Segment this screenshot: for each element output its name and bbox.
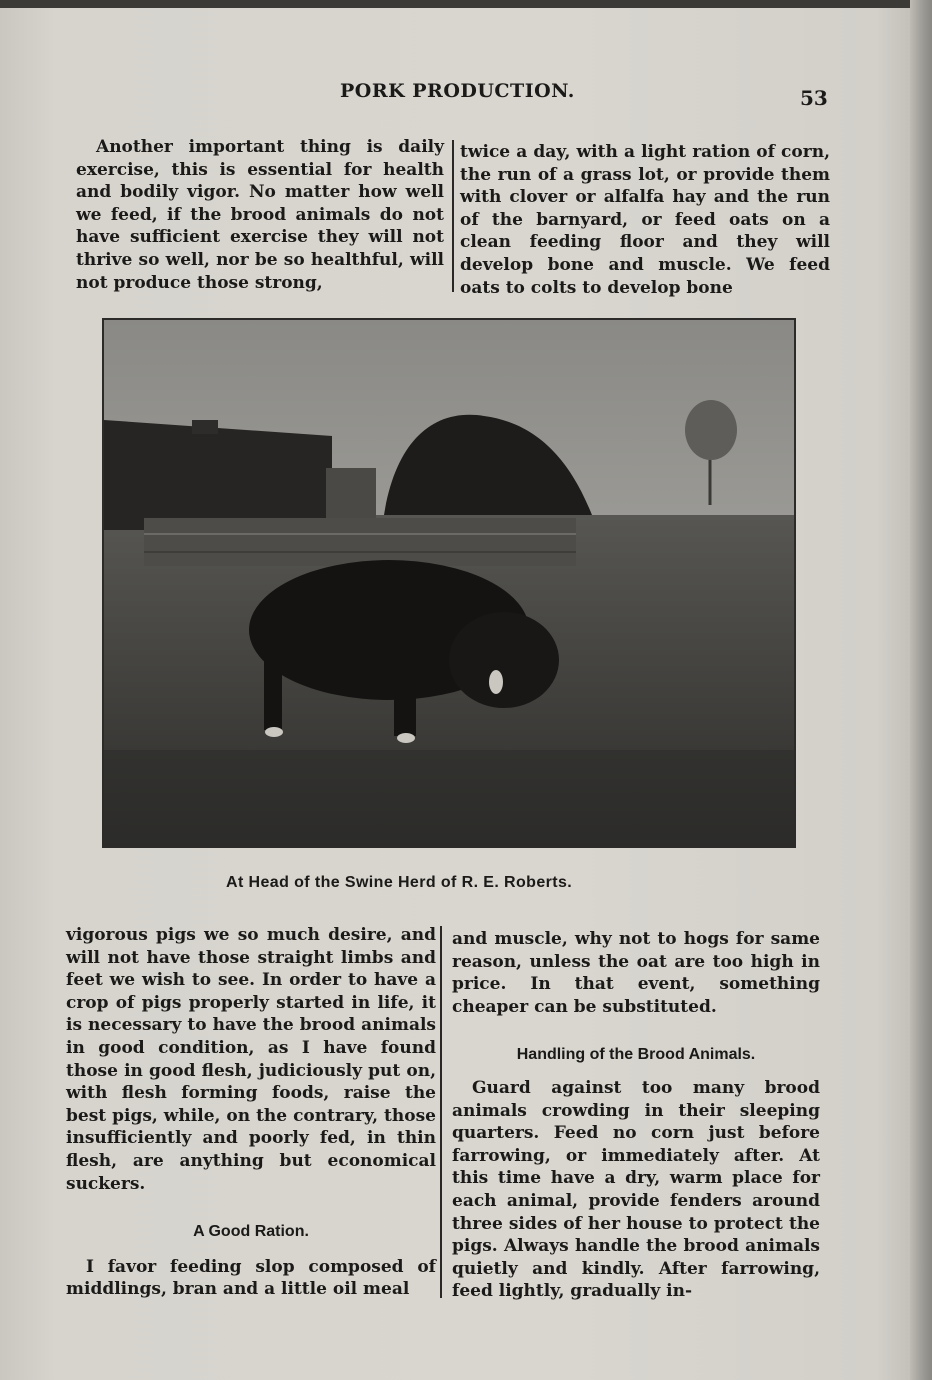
column-bottom-left [66, 924, 436, 1301]
swine-photograph [102, 318, 796, 848]
paragraph-oats: and muscle, why not to hogs for same reason, unless the oat are too high in price. In that event, something cheaper can be substituted. [452, 929, 820, 1017]
running-title: PORK PRODUCTION. [340, 80, 575, 102]
column-divider-top [452, 140, 454, 292]
paragraph-good-ration: I favor feeding slop composed of middlings, bran and a little oil meal [66, 1256, 436, 1300]
section-heading-brood-animals: Handling of the Brood Animals. [516, 1046, 756, 1064]
paragraph-exercise: Another important thing is daily exercise, this is essential for health and bodily vigor. No matter how well we feed, if the brood animals do not have sufficient exercise they will not thrive so well, nor be so healthful, will not produce those strong, [76, 137, 444, 293]
column-divider-bottom [440, 926, 442, 1298]
page-number: 53 [800, 86, 828, 110]
column-top-right [460, 141, 830, 299]
paragraph-feeding: twice a day, with a light ration of corn, the run of a grass lot, or provide them with clover or alfalfa hay and the run of the barnyard, or feed oats on a clean feeding floor and they will develop bone and muscle. We feed oats to colts to develop bone [460, 142, 830, 298]
photo-caption: At Head of the Swine Herd of R. E. Roberts. [226, 874, 573, 891]
column-top-left [76, 136, 444, 294]
column-bottom-right [452, 928, 820, 1303]
section-heading-good-ration: A Good Ration. [193, 1223, 309, 1241]
pig-in-farmyard-image [104, 320, 794, 846]
paragraph-condition: vigorous pigs we so much desire, and will not have those straight limbs and feet we wish to see. In order to have a crop of pigs properly started in life, it is necessary to have the brood animals in good condition, as I have found those in good flesh, judiciously put on, with flesh forming foods, raise the best pigs, while, on the contrary, those insufficiently and poorly fed, in thin flesh, are anything but economical suckers. [66, 925, 436, 1194]
paragraph-brood-animals: Guard against too many brood animals crowding in their sleeping quarters. Feed no corn just before farrowing, or immediately after. At this time have a dry, warm place for each animal, provide fenders around three sides of her house to protect the pigs. Always handle the brood animals quietly and kindly. After farrowing, feed lightly, gradually in- [452, 1077, 820, 1302]
